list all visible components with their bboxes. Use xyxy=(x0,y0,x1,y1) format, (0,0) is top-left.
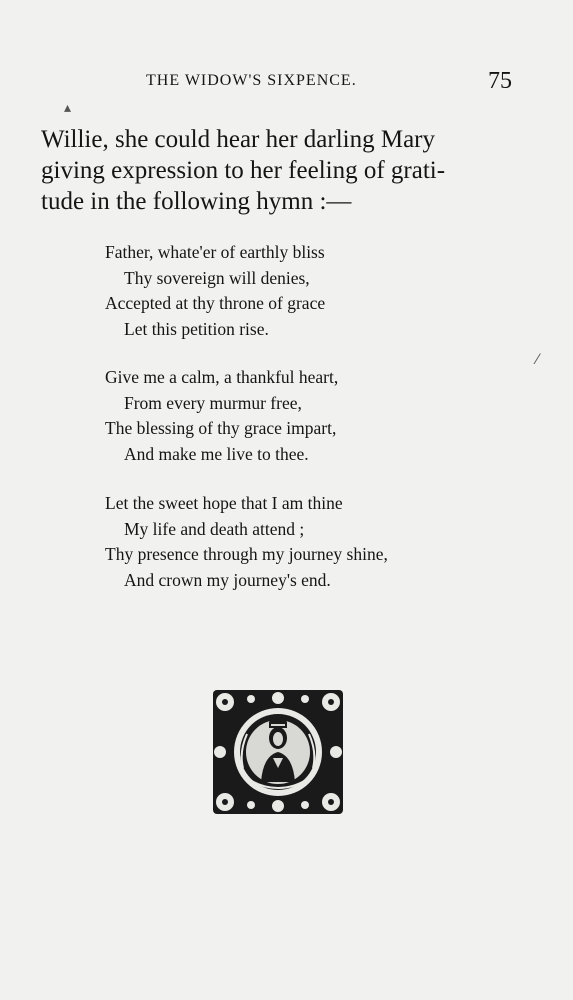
hymn-line: Thy sovereign will denies, xyxy=(124,267,310,288)
hymn-stanza-2 xyxy=(105,365,525,467)
prose-line: giving expression to her feeling of grati- xyxy=(41,157,446,184)
hymn-line: From every murmur free, xyxy=(124,392,302,413)
prose-paragraph xyxy=(41,124,521,217)
prose-line: Willie, she could hear her darling Mary xyxy=(41,126,435,153)
stray-mark: ▴ xyxy=(64,100,72,116)
hymn-line: The blessing of thy grace impart, xyxy=(105,418,337,438)
hymn-stanza-3 xyxy=(105,491,525,593)
hymn-line: Father, whate'er of earthly bliss xyxy=(105,242,325,262)
hymn-line: Let this petition rise. xyxy=(124,318,269,339)
hymn-line: And make me live to thee. xyxy=(124,443,309,464)
hymn-line: Accepted at thy throne of grace xyxy=(105,293,326,313)
running-title: THE WIDOW'S SIXPENCE. xyxy=(146,72,357,89)
hymn-line: Give me a calm, a thankful heart, xyxy=(105,367,339,387)
page-number: 75 xyxy=(488,68,512,94)
tailpiece-ornament xyxy=(211,688,345,816)
hymn-line: Let the sweet hope that I am thine xyxy=(105,493,343,513)
hymn-line: Thy presence through my journey shine, xyxy=(105,544,388,564)
pencil-mark: ⁄ xyxy=(536,352,539,368)
hymn-line: And crown my journey's end. xyxy=(124,569,331,590)
hymn-line: My life and death attend ; xyxy=(124,518,305,539)
prose-line: tude in the following hymn :— xyxy=(41,188,352,215)
hymn-stanza-1 xyxy=(105,240,525,342)
